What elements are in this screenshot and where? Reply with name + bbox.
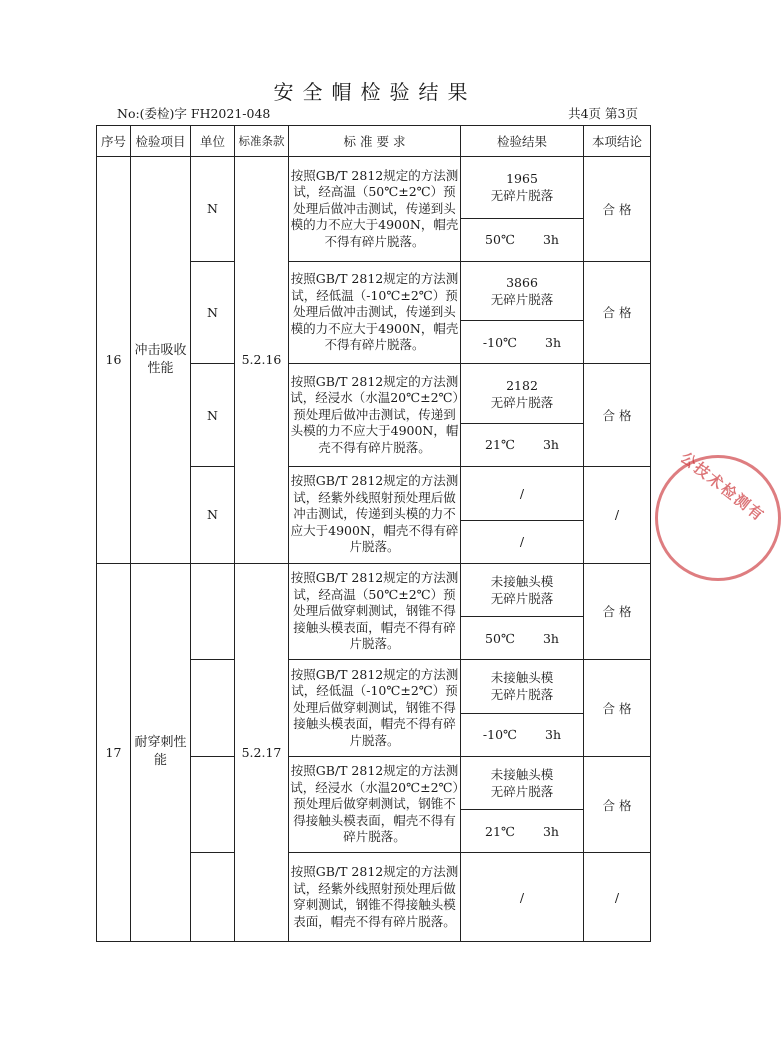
conclusion-cell: /	[584, 466, 651, 563]
red-seal-stamp	[655, 448, 781, 581]
col-header-clause: 标准条款	[235, 126, 289, 157]
page-title: 安全帽检验结果	[273, 80, 477, 104]
condition-time: 3h	[542, 630, 559, 646]
requirement-text: 按照GB/T 2812规定的方法测试，经高温（50℃±2℃）预处理后做冲击测试，传递到头模的力不应大于4900N，帽壳不得有碎片脱落。	[289, 157, 461, 262]
conclusion-cell: 合 格	[584, 660, 651, 757]
result-cell	[461, 466, 584, 563]
condition-temp: 50℃	[485, 232, 515, 248]
result-text: 无碎片脱落	[490, 784, 554, 800]
conclusion-cell: 合 格	[584, 364, 651, 467]
conclusion-cell: /	[584, 853, 651, 942]
result-value: 未接触头模	[490, 670, 554, 686]
result-text: 无碎片脱落	[490, 590, 554, 606]
col-header-requirement: 标 准 要 求	[289, 126, 461, 157]
requirement-text: 按照GB/T 2812规定的方法测试，经紫外线照射预处理后做冲击测试，传递到头模的力不应大于4900N，帽壳不得有碎片脱落。	[289, 466, 461, 563]
group-number: 16	[97, 157, 131, 564]
result-cell	[461, 157, 584, 262]
condition-temp: 21℃	[485, 437, 515, 453]
condition-time: 3h	[542, 232, 559, 248]
unit-cell	[191, 853, 235, 942]
condition-temp: -10℃	[482, 334, 518, 350]
col-header-unit: 单位	[191, 126, 235, 157]
condition-time: 3h	[542, 823, 559, 839]
conclusion-cell: 合 格	[584, 157, 651, 262]
col-header-item: 检验项目	[131, 126, 191, 157]
table-row	[97, 157, 651, 262]
unit-cell: N	[191, 157, 235, 262]
condition-temp: /	[519, 534, 525, 550]
unit-cell: N	[191, 364, 235, 467]
result-value: 3866	[506, 274, 538, 290]
table-row	[97, 563, 651, 660]
result-cell	[461, 563, 584, 660]
result-text: 无碎片脱落	[490, 394, 554, 410]
condition-temp: 50℃	[485, 630, 515, 646]
result-cell	[461, 364, 584, 467]
group-number: 17	[97, 563, 131, 941]
conclusion-cell: 合 格	[584, 261, 651, 364]
col-header-conclusion: 本项结论	[584, 126, 651, 157]
table-header-row	[97, 126, 651, 157]
condition-time: 3h	[545, 727, 562, 743]
unit-cell	[191, 756, 235, 853]
page-counter: 共4页 第3页	[568, 106, 638, 121]
requirement-text: 按照GB/T 2812规定的方法测试，经低温（-10℃±2℃）预处理后做穿刺测试，钢锥不得接触头模表面，帽壳不得有碎片脱落。	[289, 660, 461, 757]
result-text: 无碎片脱落	[490, 687, 554, 703]
col-header-no: 序号	[97, 126, 131, 157]
conclusion-cell: 合 格	[584, 756, 651, 853]
test-item: 耐穿刺性能	[131, 563, 191, 941]
result-cell	[461, 756, 584, 853]
unit-cell	[191, 660, 235, 757]
results-table	[96, 125, 651, 942]
conclusion-cell: 合 格	[584, 563, 651, 660]
result-value: 未接触头模	[490, 767, 554, 783]
stamp-text: 公技术检测有	[676, 448, 769, 526]
requirement-text: 按照GB/T 2812规定的方法测试，经浸水（水温20℃±2℃）预处理后做冲击测试，传递到头模的力不应大于4900N，帽壳不得有碎片脱落。	[289, 364, 461, 467]
unit-cell: N	[191, 466, 235, 563]
requirement-text: 按照GB/T 2812规定的方法测试，经浸水（水温20℃±2℃）预处理后做穿刺测试，钢锥不得接触头模表面，帽壳不得有碎片脱落。	[289, 756, 461, 853]
standard-clause: 5.2.16	[235, 157, 289, 564]
result-text: 无碎片脱落	[490, 291, 554, 307]
condition-time: 3h	[542, 437, 559, 453]
result-value: 2182	[506, 377, 538, 393]
test-item: 冲击吸收性能	[131, 157, 191, 564]
result-cell	[461, 261, 584, 364]
condition-time: 3h	[545, 334, 562, 350]
requirement-text: 按照GB/T 2812规定的方法测试，经低温（-10℃±2℃）预处理后做冲击测试，传递到头模的力不应大于4900N，帽壳不得有碎片脱落。	[289, 261, 461, 364]
requirement-text: 按照GB/T 2812规定的方法测试，经紫外线照射预处理后做穿刺测试，钢锥不得接触头模表面，帽壳不得有碎片脱落。	[289, 853, 461, 942]
col-header-result: 检验结果	[461, 126, 584, 157]
result-value: 1965	[506, 171, 538, 187]
result-cell	[461, 660, 584, 757]
result-value: 未接触头模	[490, 573, 554, 589]
result-cell: /	[461, 853, 584, 942]
condition-temp: -10℃	[482, 727, 518, 743]
condition-temp: 21℃	[485, 823, 515, 839]
report-number: No:(委检)字 FH2021-048	[117, 106, 271, 121]
result-text: 无碎片脱落	[490, 188, 554, 204]
result-text: /	[519, 485, 525, 501]
requirement-text: 按照GB/T 2812规定的方法测试，经高温（50℃±2℃）预处理后做穿刺测试，钢锥不得接触头模表面，帽壳不得有碎片脱落。	[289, 563, 461, 660]
standard-clause: 5.2.17	[235, 563, 289, 941]
unit-cell	[191, 563, 235, 660]
unit-cell: N	[191, 261, 235, 364]
